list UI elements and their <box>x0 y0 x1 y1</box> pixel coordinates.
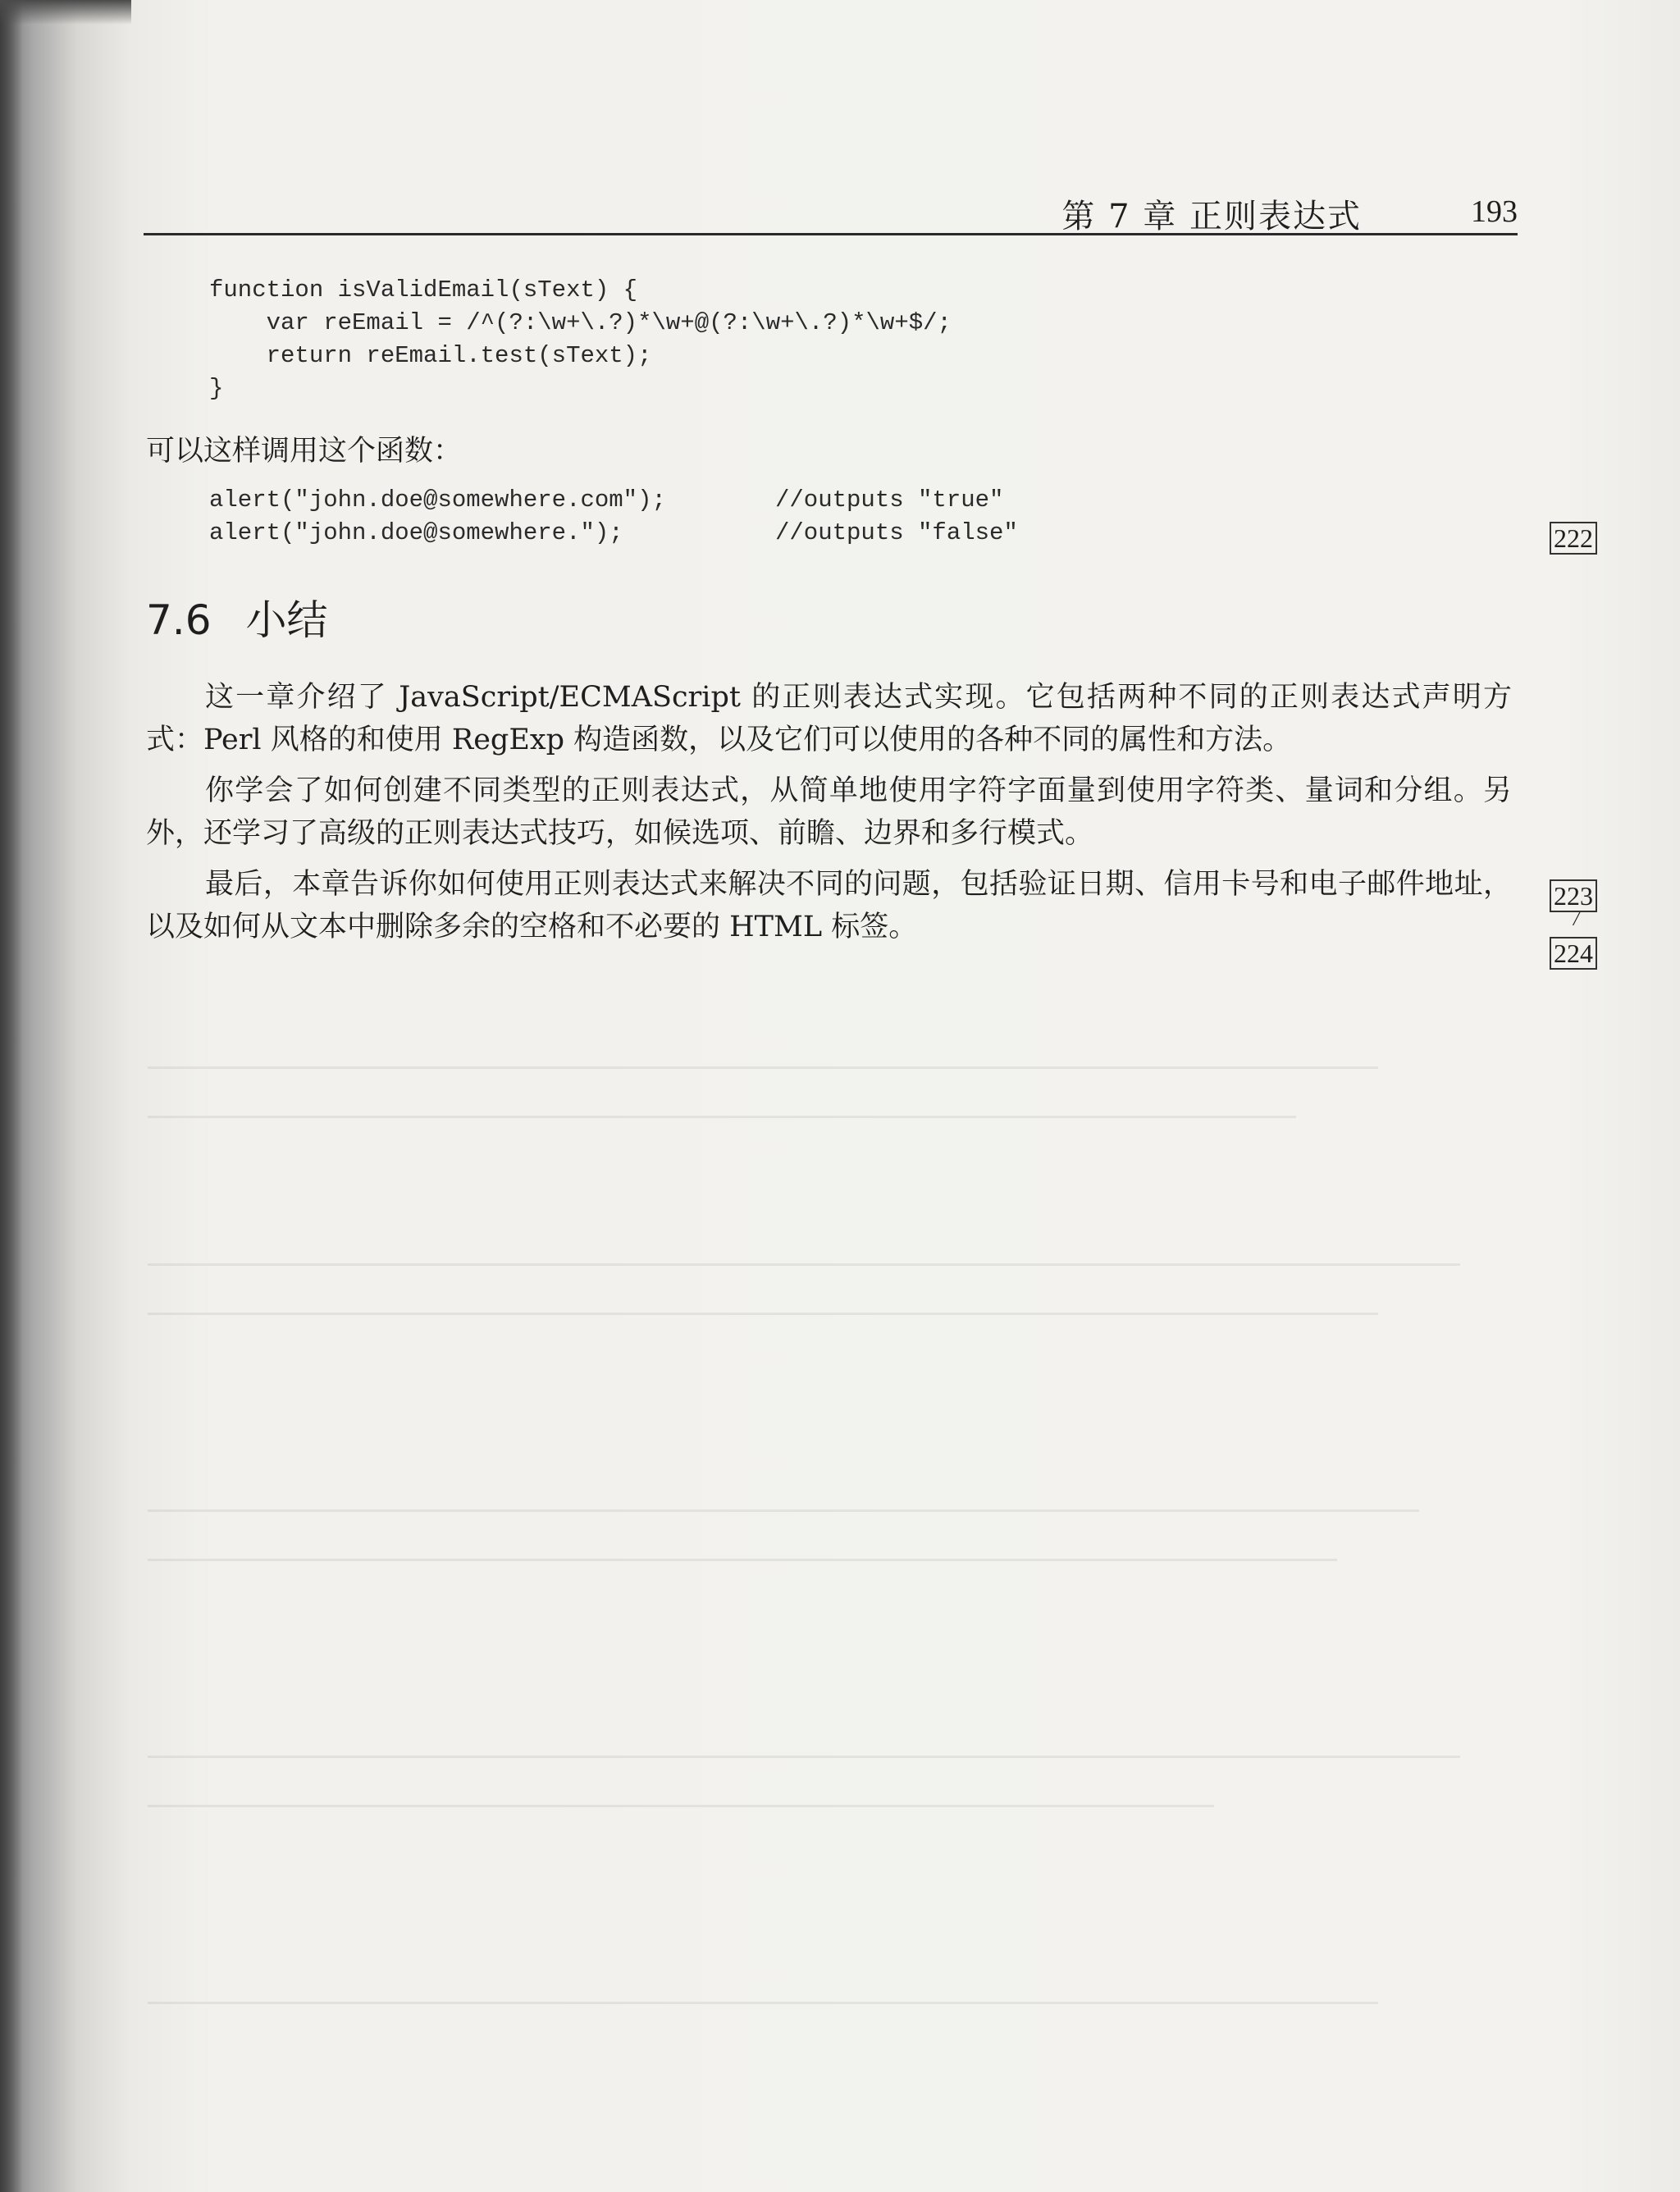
marginal-page-ref: 223 <box>1550 879 1597 912</box>
paragraph: 最后，本章告诉你如何使用正则表达式来解决不同的问题，包括验证日期、信用卡号和电子邮件地址，以及如何从文本中删除多余的空格和不必要的 HTML 标签。 <box>146 868 1512 943</box>
code-line: } <box>209 375 224 402</box>
code-block-calls <box>209 484 666 550</box>
chapter-title: 第 7 章 正则表达式 <box>1061 198 1362 235</box>
code-call-line: alert("john.doe@somewhere."); <box>209 519 623 546</box>
section-heading <box>146 587 328 646</box>
code-comment-line: //outputs "true" <box>775 486 1004 514</box>
code-line: function isValidEmail(sText) { <box>209 276 638 304</box>
marginal-separator: / <box>1573 909 1579 930</box>
code-line: var reEmail = /^(?:\w+\.?)*\w+@(?:\w+\.?)*\w+$/; <box>209 309 952 336</box>
bleed-through <box>148 2002 1378 2004</box>
bleed-through <box>148 1509 1419 1512</box>
corner-shadow <box>0 0 131 25</box>
page-number: 193 <box>1471 194 1518 229</box>
code-comments <box>775 484 1018 550</box>
bleed-through <box>148 1756 1460 1758</box>
paragraph: 你学会了如何创建不同类型的正则表达式，从简单地使用字符字面量到使用字符类、量词和分组。另外，还学习了高级的正则表达式技巧，如候选项、前瞻、边界和多行模式。 <box>146 774 1512 850</box>
paragraph: 这一章介绍了 JavaScript/ECMAScript 的正则表达式实现。它包括两种不同的正则表达式声明方式：Perl 风格的和使用 RegExp 构造函数，以及它们可以使用的各种不同的属性和方法。 <box>146 681 1512 756</box>
code-comment-line: //outputs "false" <box>775 519 1018 546</box>
running-header <box>144 187 1518 235</box>
marginal-page-ref: 224 <box>1550 937 1597 970</box>
section-number: 7.6 <box>146 596 212 644</box>
marginal-page-ref: 222 <box>1550 522 1597 555</box>
spine-shadow <box>0 0 23 2192</box>
bleed-through <box>148 1805 1214 1807</box>
section-title: 小结 <box>245 596 328 644</box>
bleed-through <box>148 1263 1460 1266</box>
bleed-through <box>148 1116 1296 1118</box>
bleed-through <box>148 1559 1337 1561</box>
code-call-line: alert("john.doe@somewhere.com"); <box>209 486 666 514</box>
code-line: return reEmail.test(sText); <box>209 342 652 369</box>
bleed-through <box>148 1066 1378 1069</box>
intro-text: 可以这样调用这个函数： <box>146 435 463 468</box>
code-block-function <box>209 274 952 405</box>
bleed-through <box>148 1313 1378 1315</box>
